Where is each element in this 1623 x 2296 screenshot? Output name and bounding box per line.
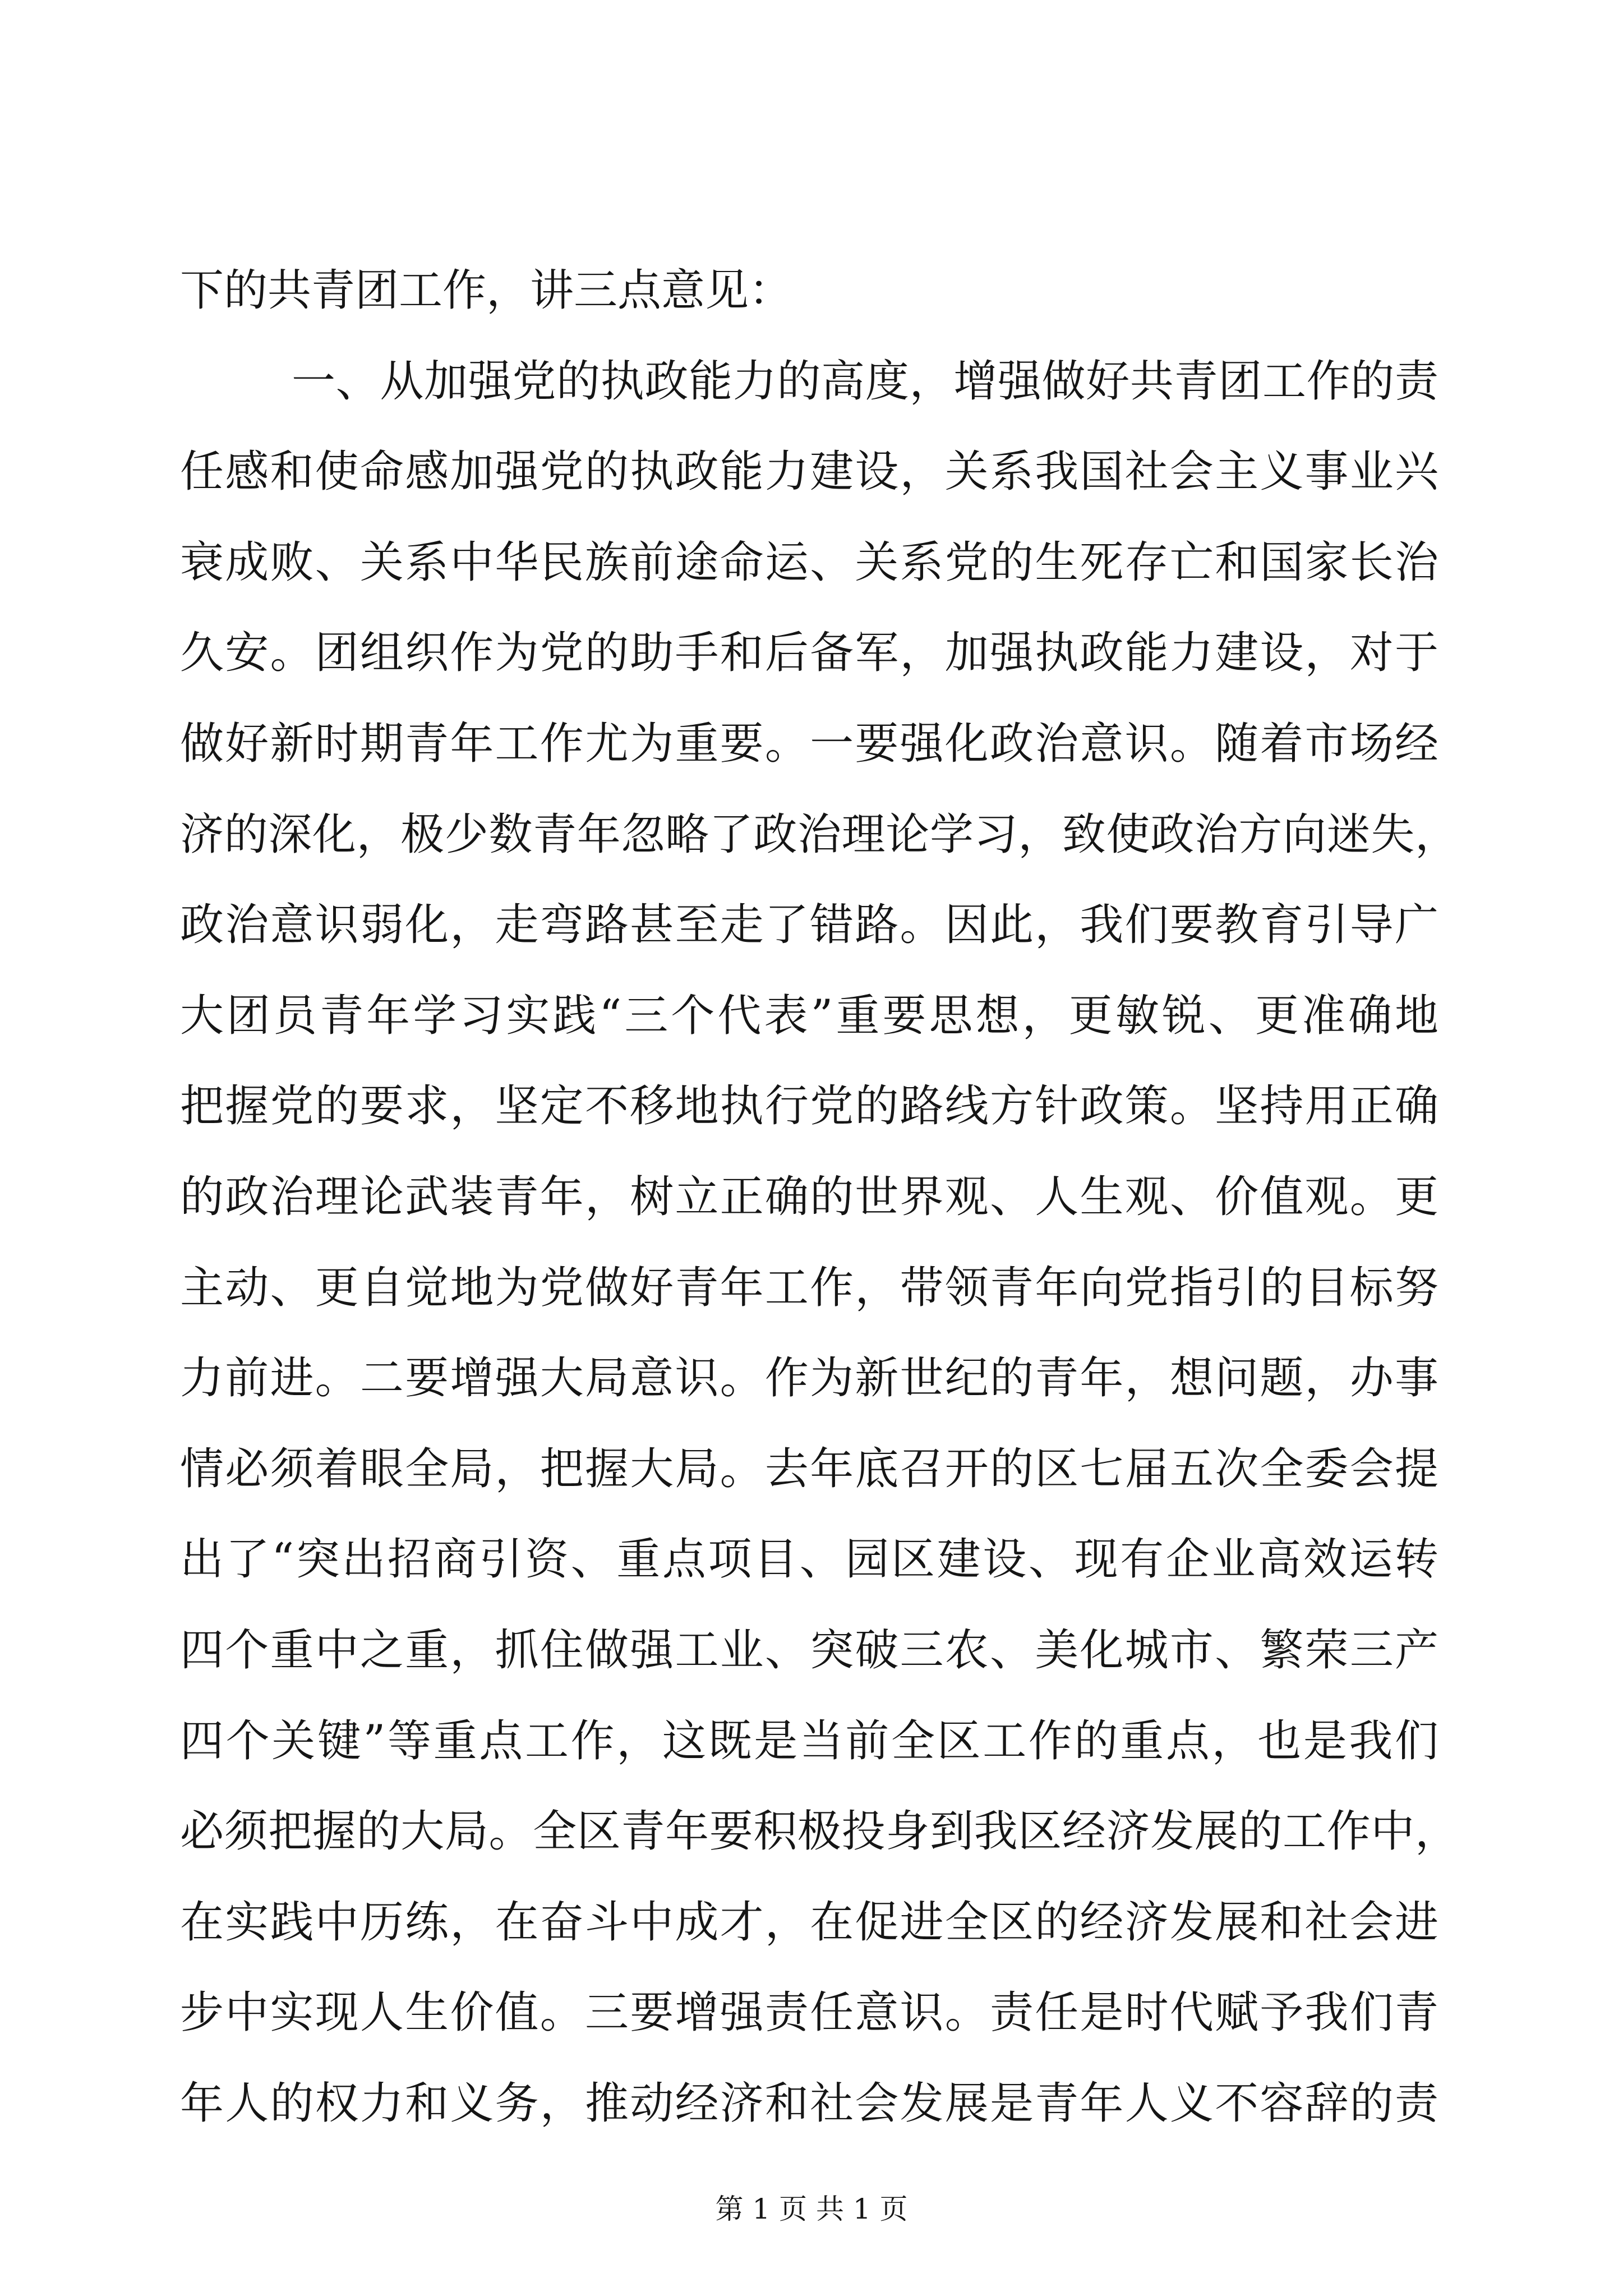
text-line: 出了“突出招商引资、重点项目、园区建设、现有企业高效运转 <box>180 1534 1438 1585</box>
text-line: 四个关键”等重点工作，这既是当前全区工作的重点，也是我们 <box>180 1716 1438 1766</box>
text-line: 力前进。二要增强大局意识。作为新世纪的青年，想问题，办事 <box>180 1353 1438 1404</box>
text-line: 步中实现人生价值。三要增强责任意识。责任是时代赋予我们青 <box>180 1987 1438 2038</box>
text-line: 济的深化，极少数青年忽略了政治理论学习，致使政治方向迷失， <box>180 809 1459 860</box>
text-line: 衰成败、关系中华民族前途命运、关系党的生死存亡和国家长治 <box>180 537 1438 588</box>
text-line: 的政治理论武装青年，树立正确的世界观、人生观、价值观。更 <box>180 1172 1438 1222</box>
section-heading-line: 一、从加强党的执政能力的高度，增强做好共青团工作的责 <box>292 356 1438 407</box>
page-footer: 第 1 页 共 1 页 <box>715 2193 908 2225</box>
text-line: 年人的权力和义务，推动经济和社会发展是青年人义不容辞的责 <box>180 2078 1438 2129</box>
text-line: 大团员青年学习实践“三个代表”重要思想，更敏锐、更准确地 <box>180 991 1438 1041</box>
text-line: 必须把握的大局。全区青年要积极投身到我区经济发展的工作中， <box>180 1806 1459 1857</box>
text-line: 情必须着眼全局，把握大局。去年底召开的区七届五次全委会提 <box>180 1444 1438 1494</box>
text-line: 下的共青团工作，讲三点意见： <box>180 265 793 316</box>
text-line: 主动、更自觉地为党做好青年工作，带领青年向党指引的目标努 <box>180 1263 1438 1313</box>
text-line: 把握党的要求，坚定不移地执行党的路线方针政策。坚持用正确 <box>180 1081 1438 1131</box>
text-line: 政治意识弱化，走弯路甚至走了错路。因此，我们要教育引导广 <box>180 900 1438 950</box>
text-line: 在实践中历练，在奋斗中成才，在促进全区的经济发展和社会进 <box>180 1897 1438 1948</box>
text-line: 四个重中之重，抓住做强工业、突破三农、美化城市、繁荣三产 <box>180 1625 1438 1676</box>
text-line: 做好新时期青年工作尤为重要。一要强化政治意识。随着市场经 <box>180 719 1438 769</box>
text-line: 久安。团组织作为党的助手和后备军，加强执政能力建设，对于 <box>180 628 1438 678</box>
text-line: 任感和使命感加强党的执政能力建设，关系我国社会主义事业兴 <box>180 447 1438 497</box>
